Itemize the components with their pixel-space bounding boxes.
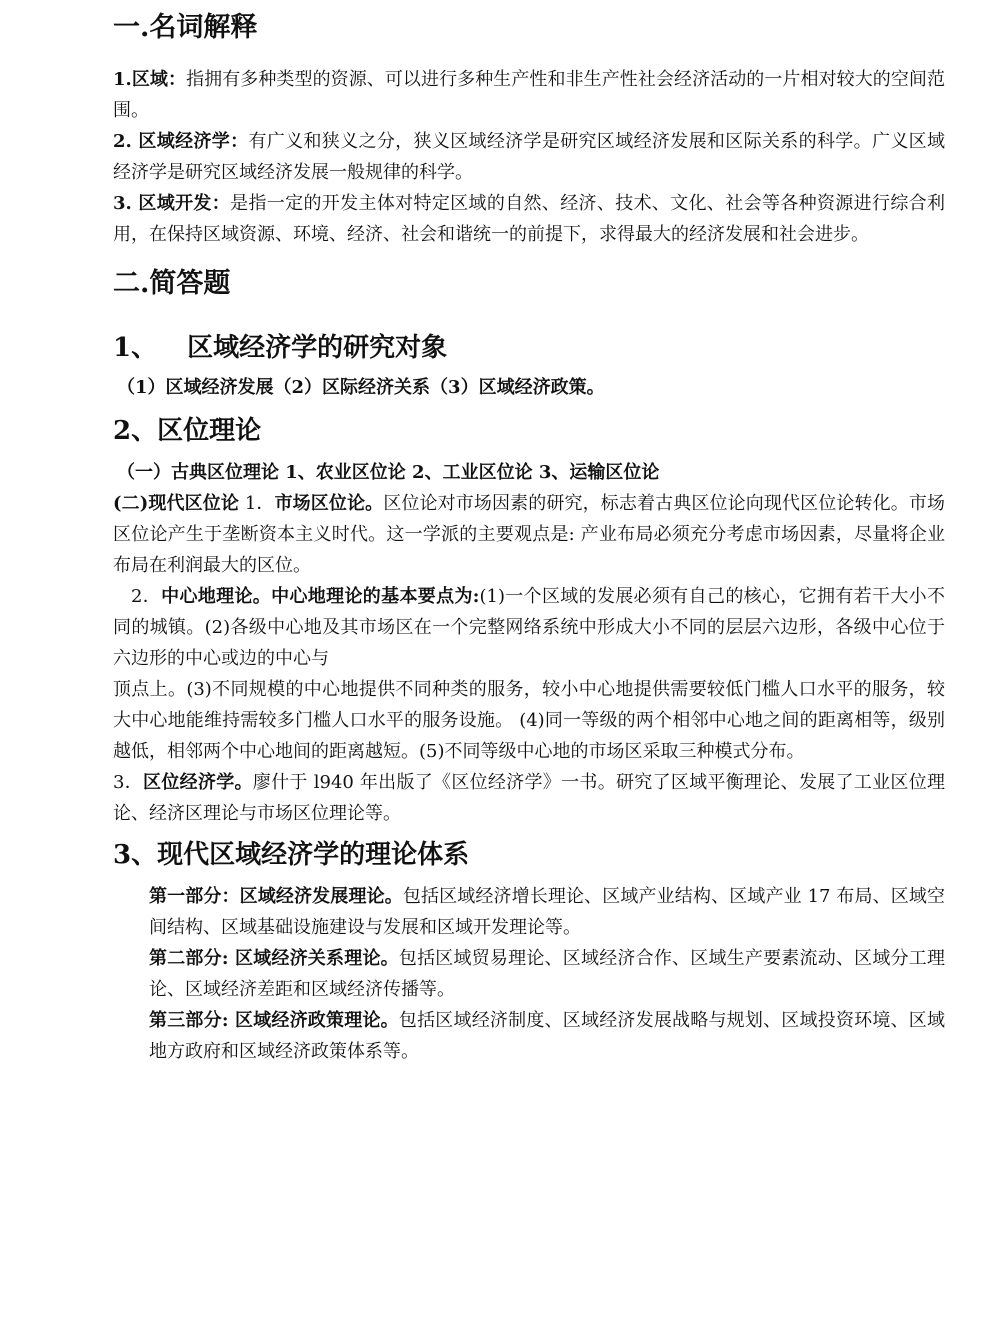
question-2-heading: 2、区位理论 <box>113 416 262 446</box>
central-place-paragraph <box>113 581 945 674</box>
term-regional-development <box>113 188 945 250</box>
market-location-paragraph <box>113 488 945 581</box>
modern-location-label: (二)现代区位论 <box>113 493 240 514</box>
central-place-label: 中心地理论。中心地理论的基本要点为: <box>161 586 480 607</box>
part-text: 包括区域贸易理论、区域经济合作、区域生产要素流动、区域分工理论、区域经济差距和区域经济传播等。 <box>149 948 945 1000</box>
part-text: 包括区域经济制度、区域经济发展战略与规划、区域投资环境、区域地方政府和区域经济政策体系等。 <box>149 1010 945 1062</box>
theory-part-2 <box>113 943 945 1005</box>
term-regional-economics <box>113 126 945 188</box>
term-text: 指拥有多种类型的资源、可以进行多种生产性和非生产性社会经济活动的一片相对较大的空间范围。 <box>113 69 945 121</box>
question-3-heading: 3、现代区域经济学的理论体系 <box>113 840 470 870</box>
part-label: 第一部分：区域经济发展理论。 <box>149 886 403 907</box>
classic-location-theory: （一）古典区位理论 1、农业区位论 2、工业区位论 3、运输区位论 <box>117 462 660 483</box>
location-economics-label: 区位经济学。 <box>143 772 253 793</box>
part-label: 第三部分: 区域经济政策理论。 <box>149 1010 399 1031</box>
term-text: 有广义和狭义之分，狭义区域经济学是研究区域经济发展和区际关系的科学。广义区域经济学是研究区域经济发展一般规律的科学。 <box>113 131 945 183</box>
central-place-text: (1)一个区域的发展必须有自己的核心，它拥有若干大小不同的城镇。(2)各级中心地及其市场区在一个完整网络系统中形成大小不同的层层六边形，各级中心位于六边形的中心或边的中心与 <box>113 586 945 669</box>
part-text: 包括区域经济增长理论、区域产业结构、区域产业 17 布局、区域空间结构、区域基础设施建设与发展和区域开发理论等。 <box>149 886 945 938</box>
term-label: 3. 区域开发： <box>113 193 231 214</box>
part-label: 第二部分: 区域经济关系理论。 <box>149 948 399 969</box>
question-number: 1、 <box>113 333 158 363</box>
market-location-text: 区位论对市场因素的研究，标志着古典区位论向现代区位论转化。市场区位论产生于垄断资本主义时代。这一学派的主要观点是: 产业布局必须充分考虑市场因素，尽量将企业布局在利润最大的区位。 <box>113 493 945 576</box>
item-number: 3． <box>113 772 144 793</box>
location-economics-text: 廖什于 l940 年出版了《区位经济学》一书。研究了区域平衡理论、发展了工业区位理论、经济区理论与市场区位理论等。 <box>113 772 946 824</box>
term-text: 是指一定的开发主体对特定区域的自然、经济、技术、文化、社会等各种资源进行综合利用，在保持区域资源、环境、经济、社会和谐统一的前提下，求得最大的经济发展和社会进步。 <box>113 193 946 245</box>
central-place-paragraph-continued: 顶点上。(3)不同规模的中心地提供不同种类的服务，较小中心地提供需要较低门槛人口水平的服务，较大中心地能维持需较多门槛人口水平的服务设施。 (4)同一等级的两个相邻中心地之间的距离相等，级别越低，相邻两个中心地间的距离越短。(5)不同等级中心地的市场区采取三种模式分布。 <box>113 679 945 762</box>
section-heading-definitions: 一.名词解释 <box>113 12 258 43</box>
section-heading-short-answer: 二.简答题 <box>113 268 231 299</box>
item-number: 2． <box>131 586 162 607</box>
location-economics-paragraph <box>113 767 945 829</box>
question-title: 区域经济学的研究对象 <box>187 333 448 363</box>
theory-part-1 <box>113 881 945 943</box>
term-label: 2. 区域经济学： <box>113 131 249 152</box>
question-1-answer: （1）区域经济发展（2）区际经济关系（3）区域经济政策。 <box>117 377 605 398</box>
market-location-label: 市场区位论。 <box>274 493 384 514</box>
term-region <box>113 64 945 126</box>
term-label: 1.区域： <box>113 69 187 90</box>
theory-part-3 <box>113 1005 945 1067</box>
question-1-heading <box>113 326 945 370</box>
item-number: 1． <box>239 493 275 514</box>
document-page <box>113 6 945 1067</box>
